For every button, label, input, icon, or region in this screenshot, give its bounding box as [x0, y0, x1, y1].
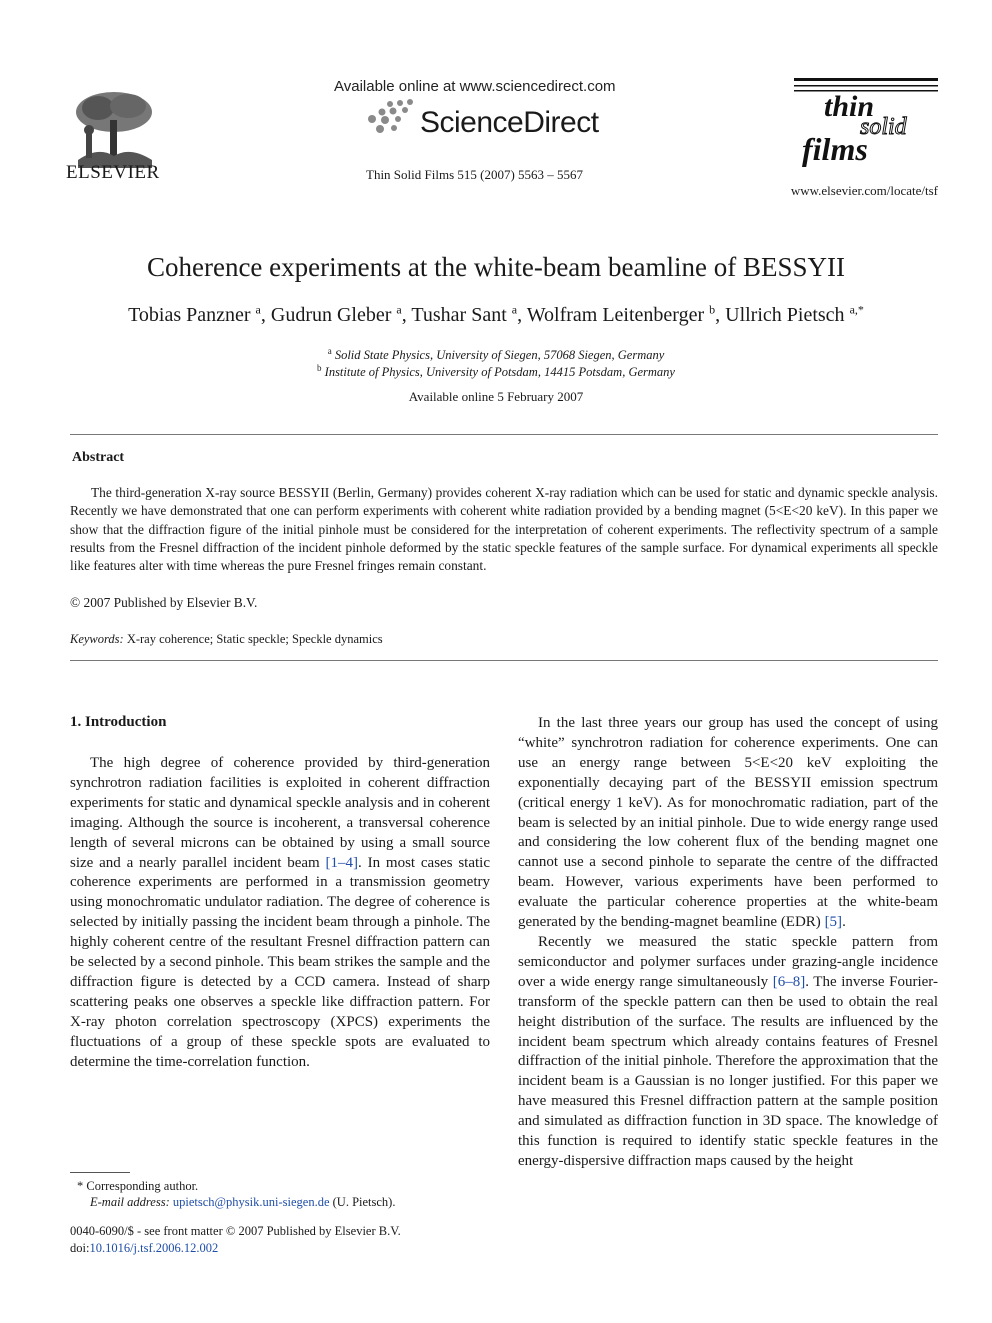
doi-note: doi:10.1016/j.tsf.2006.12.002	[70, 1241, 219, 1255]
journal-logo-thin: thin	[824, 90, 875, 123]
journal-logo-solid: solid	[860, 114, 907, 140]
available-online-text[interactable]: Available online at www.sciencedirect.com	[334, 78, 616, 95]
affiliation-b: $^b$ Institute of Physics, University of Potsdam, 14415 Potsdam, Germany	[317, 363, 675, 380]
reference-link[interactable]: [5]	[824, 914, 843, 931]
paragraph: The high degree of coherence provided by third-generation synchrotron radiation facilities is exploited in coherent diffraction experiments for static and dynamical speckle analysis and in coherent imaging. Although the source is incoherent, a transversal coherence length of several microns can be obtained by using a small source size and a nearly parallel incident beam [1–4]. In most cases static coherence experiments are performed in a transmission geometry using monochromatic undulator radiation. The degree of coherence is selected by initially passing the incident beam through a pinhole. The highly coherent centre of the resultant Fresnel diffraction pattern can be selected by a second pinhole. This beam strikes the sample and the diffraction figure is detected by a CCD camera. Instead of sharp scattering peaks one observes a speckle like diffraction pattern. For X-ray photon correlation spectroscopy (XPCS) experiments the fluctuations of a group of these speckle spots are evaluated to determine the time-correlation function.	[70, 755, 490, 1070]
article-title: Coherence experiments at the white-beam beamline of BESSYII	[146, 252, 846, 282]
author-affiliation-marker: a	[511, 302, 518, 317]
affiliation-a: $^a$ Solid State Physics, University of Siegen, 57068 Siegen, Germany	[327, 346, 665, 363]
available-online-date: Available online 5 February 2007	[408, 389, 584, 404]
paragraph: In the last three years our group has used the concept of using “white” synchrotron radiation for coherence experiments. One can use an energy range between 5<E<20 keV exploiting the exponentially decaying part of the BESSYII emission spectrum (critical energy 1 keV). As for monochromatic radiation, part of the beam is selected by an initial pinhole. Due to wide energy range used and considering the low coherent flux of the bending magnet one cannot use a second pinhole to separate the centre of the diffracted beam. However, various experiments have been performed to evaluate the particular coherence properties at the white-beam generated by the bending-magnet beamline (EDR) [5].	[518, 715, 938, 931]
keywords-label: Keywords:	[70, 632, 124, 646]
author-separator: ,	[715, 304, 726, 326]
author-affiliation-marker: a	[255, 302, 261, 317]
author-name: Tobias Panzner	[128, 304, 251, 326]
divider-bottom	[70, 660, 938, 661]
journal-logo-films: films	[802, 131, 868, 167]
journal-url[interactable]: www.elsevier.com/locate/tsf	[790, 183, 938, 198]
email-link[interactable]: upietsch@physik.uni-siegen.de	[172, 1195, 330, 1209]
author-affiliation-marker: b	[709, 302, 716, 317]
right-column	[518, 714, 938, 1172]
section-heading-introduction: 1. Introduction	[70, 714, 167, 730]
author-name: Wolfram Leitenberger	[526, 304, 705, 326]
author-separator: ,	[401, 304, 412, 326]
author-list	[0, 304, 992, 327]
left-column	[70, 754, 490, 1073]
keywords	[70, 632, 383, 647]
corresponding-author-note: * Corresponding author.	[77, 1179, 199, 1193]
thin-solid-films-logo	[794, 78, 938, 170]
issn-note: 0040-6090/$ - see front matter © 2007 Published by Elsevier B.V.	[70, 1224, 401, 1238]
reference-link[interactable]: [1–4]	[325, 854, 359, 871]
author-separator: ,	[517, 304, 527, 326]
abstract-copyright: © 2007 Published by Elsevier B.V.	[70, 595, 258, 610]
publisher-name: ELSEVIER	[66, 162, 160, 183]
abstract-text: The third-generation X-ray source BESSYII (Berlin, Germany) provides coherent X-ray radiation which can be used for static and dynamic speckle analysis. Recently we have demonstrated that one can perform experiments with coherent white radiation provided by a bending magnet (5<E<20 keV). In this paper we show that the diffraction figure of the initial pinhole must be considered for the interpretation of coherent experiments. The reflectivity spectrum of a sample results from the Fresnel diffraction of the incident pinhole deformed by the static speckle features of the sample surface. For dynamical experiments all speckle like features alter with time whereas the pure Fresnel fringes remain constant.	[70, 485, 938, 574]
author-name: Ullrich Pietsch	[725, 304, 845, 326]
reference-link[interactable]: [6–8]	[772, 973, 806, 990]
sciencedirect-dots-icon	[360, 98, 420, 138]
footnote-divider	[70, 1172, 130, 1173]
keywords-list: X-ray coherence; Static speckle; Speckle dynamics	[126, 632, 383, 646]
author-affiliation-marker: a,*	[849, 302, 864, 317]
sciencedirect-wordmark[interactable]: ScienceDirect	[420, 106, 599, 139]
author-name: Gudrun Gleber	[270, 304, 392, 326]
author-separator: ,	[260, 304, 271, 326]
author-name: Tushar Sant	[411, 304, 507, 326]
abstract-heading: Abstract	[72, 450, 125, 465]
email-note: E-mail address: upietsch@physik.uni-siegen.de (U. Pietsch).	[90, 1195, 396, 1209]
author-affiliation-marker: a	[396, 302, 402, 317]
divider-top	[70, 434, 938, 435]
paragraph: Recently we measured the static speckle pattern from semiconductor and polymer surfaces under grazing-angle incidence over a wide energy range simultaneously [6–8]. The inverse Fourier-transform of the speckle pattern can then be used to obtain the real height distribution of the surface. The results are influenced by the incident beam spectrum which already contains features of Fresnel diffraction of the initial pinhole. Therefore the approximation that the incident beam is a Gaussian is no longer justified. For this paper we have measured this Fresnel diffraction pattern at the sample position and simulated as diffraction function in 3D space. The knowledge of this function is required to identify static speckle features in the energy-dispersive diffraction maps caused by the height	[518, 933, 938, 1169]
journal-citation: Thin Solid Films 515 (2007) 5563 – 5567	[366, 167, 584, 182]
doi-link[interactable]: 10.1016/j.tsf.2006.12.002	[89, 1241, 219, 1255]
